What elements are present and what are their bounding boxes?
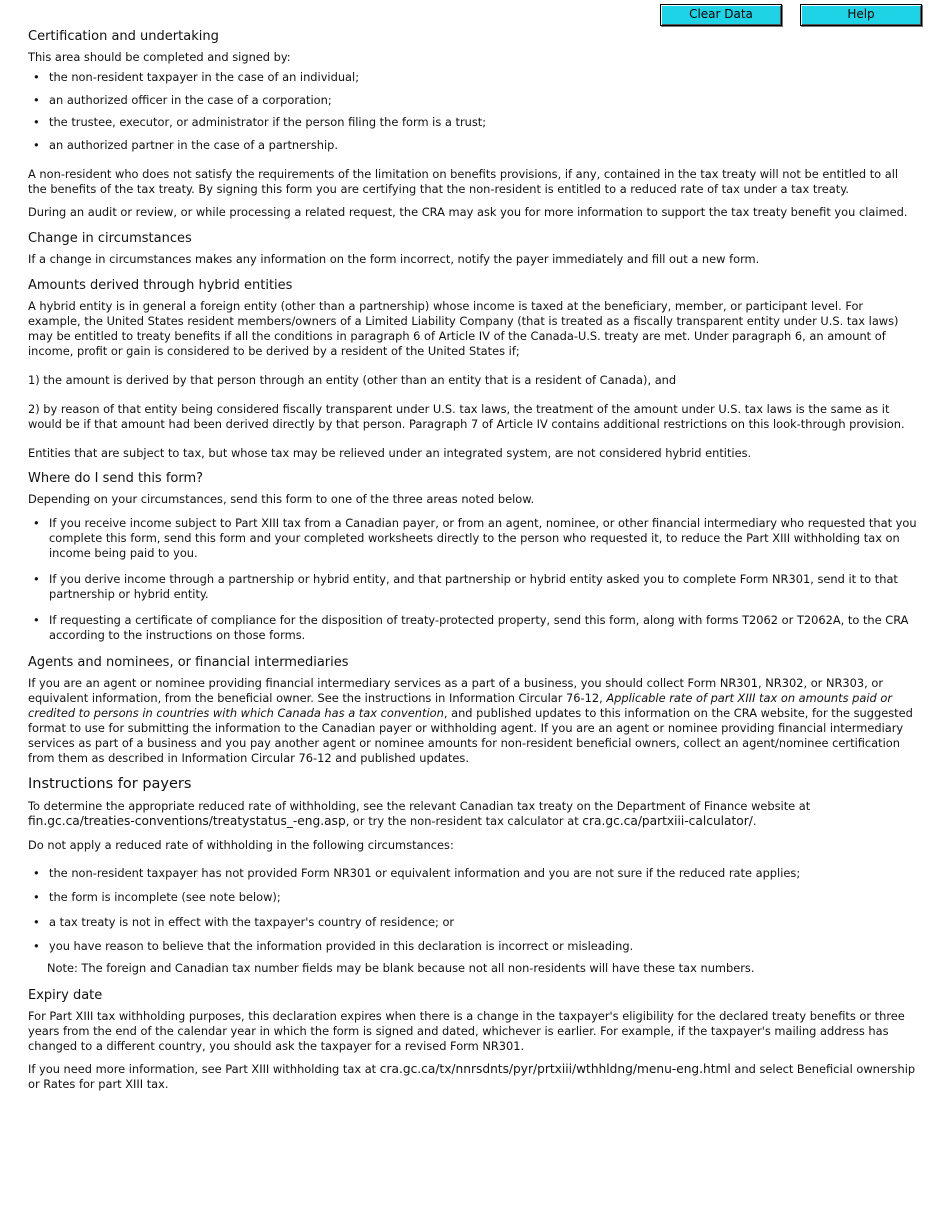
- list-item: • the non-resident taxpayer in the case of an individual;: [28, 70, 919, 85]
- cra-withholding-url-link[interactable]: cra.gc.ca/tx/nnrsdnts/pyr/prtxiii/wthhldng/menu-eng.html: [379, 1062, 731, 1076]
- payers-text-b: , or try the non-resident tax calculator at: [345, 813, 583, 828]
- list-item: • a tax treaty is not in effect with the taxpayer's country of residence; or: [28, 915, 919, 930]
- expiry-heading: Expiry date: [28, 988, 103, 1003]
- hybrid-para-3: 2) by reason of that entity being considered fiscally transparent under U.S. tax laws, the treatment of the amount under U.S. tax laws is the same as it would be if that amount had been derived directly by that person. Paragraph 7 of Article IV contains additional restrictions on this look-through provision.: [28, 401, 905, 431]
- payers-list: [28, 866, 919, 955]
- payers-note: Note: The foreign and Canadian tax number fields may be blank because not all non-residents will have these tax numbers.: [47, 961, 755, 975]
- list-item: • an authorized partner in the case of a partnership.: [28, 138, 919, 153]
- hybrid-para-2: 1) the amount is derived by that person through an entity (other than an entity that is a resident of Canada), and: [28, 372, 677, 387]
- certification-intro: This area should be completed and signed by:: [28, 50, 291, 64]
- send-intro: Depending on your circumstances, send this form to one of the three areas noted below.: [28, 491, 535, 506]
- payers-text-a: To determine the appropriate reduced rate of withholding, see the relevant Canadian tax treaty on the Department of Finance website at: [28, 798, 811, 813]
- calculator-url-link[interactable]: cra.gc.ca/partxiii-calculator/: [582, 813, 753, 828]
- hybrid-para-4: Entities that are subject to tax, but whose tax may be relieved under an integrated system, are not considered hybrid entities.: [28, 445, 752, 460]
- payers-text-c: .: [752, 813, 757, 828]
- hybrid-para-1: A hybrid entity is in general a foreign entity (other than a partnership) whose income is taxed at the beneficiary, member, or participant level. For example, the United States resident members/owners of a Limited Liability Company (that is treated as a fiscally transparent entity under U.S. tax laws) may be entitled to treaty benefits if all the conditions in paragraph 6 of Article IV of the Canada-U.S. treaty are met. Under paragraph 6, an amount of income, profit or gain is considered to be derived by a resident of the United States if;: [28, 298, 899, 358]
- circular-title: Applicable rate of part XIII tax on amounts paid or credited to persons in countries with which Canada has a tax convention: [28, 690, 893, 720]
- certification-para-2: During an audit or review, or while processing a related request, the CRA may ask you for more information to support the tax treaty benefit you claimed.: [28, 204, 908, 219]
- expiry-para-2: [28, 1062, 919, 1092]
- certification-list: [28, 70, 919, 153]
- expiry-text-b: and select Beneficial ownership or Rates for part XIII tax.: [28, 1062, 916, 1091]
- clear-data-button[interactable]: Clear Data: [660, 4, 782, 26]
- list-item: • the form is incomplete (see note below);: [28, 890, 919, 905]
- list-item: • If you derive income through a partnership or hybrid entity, and that partnership or hybrid entity asked you to complete Form NR301, send it to that partnership or hybrid entity.: [28, 572, 919, 602]
- send-heading: Where do I send this form?: [28, 470, 204, 486]
- change-para: If a change in circumstances makes any information on the form incorrect, notify the payer immediately and fill out a new form.: [28, 251, 760, 266]
- certification-para-1: A non-resident who does not satisfy the requirements of the limitation on benefits provisions, if any, contained in the tax treaty will not be entitled to all the benefits of the tax treaty. By signing this form you are certifying that the non-resident is entitled to a reduced rate of tax under a tax treaty.: [28, 166, 899, 196]
- list-item: • If you receive income subject to Part XIII tax from a Canadian payer, or from an agent, nominee, or other financial intermediary who requested that you complete this form, send this form and your completed worksheets directly to the person who requested it, to reduce the Part XIII withholding tax on income being paid to you.: [28, 516, 919, 561]
- instructions-document: [28, 29, 919, 1100]
- change-heading: Change in circumstances: [28, 230, 192, 246]
- list-item: • you have reason to believe that the information provided in this declaration is incorrect or misleading.: [28, 939, 919, 954]
- list-item: • If requesting a certificate of compliance for the disposition of treaty-protected property, send this form, along with forms T2062 or T2062A, to the CRA according to the instructions on those forms.: [28, 613, 919, 643]
- hybrid-heading: Amounts derived through hybrid entities: [28, 277, 293, 293]
- agents-text-b: , and published updates to this information on the CRA website, for the suggested format to use for submitting the information to the Canadian payer or withholding agent. If you are an agent or nominee providing financial intermediary services as part of a business and you pay another agent or nominee amounts for non-resident beneficial owners, collect an agent/nominee certification from them as described in Information Circular 76-12 and published updates.: [28, 705, 913, 765]
- certification-heading: Certification and undertaking: [28, 29, 219, 44]
- finance-url-link[interactable]: fin.gc.ca/treaties-conventions/treatystatus_-eng.asp: [28, 813, 346, 828]
- agents-text-a: If you are an agent or nominee providing financial intermediary services as a part of a business, you should collect Form NR301, NR302, or NR303, or equivalent information, from the beneficial owner. See the instructions in Information Circular 76-12,: [28, 675, 884, 705]
- agents-para: [28, 676, 919, 766]
- agents-heading: Agents and nominees, or financial intermediaries: [28, 654, 349, 670]
- payers-heading: Instructions for payers: [28, 775, 192, 792]
- expiry-text-a: If you need more information, see Part XIII withholding tax at: [28, 1062, 380, 1076]
- list-item: • the non-resident taxpayer has not provided Form NR301 or equivalent information and you are not sure if the reduced rate applies;: [28, 866, 919, 881]
- list-item: • an authorized officer in the case of a corporation;: [28, 93, 919, 108]
- list-item: • the trustee, executor, or administrator if the person filing the form is a trust;: [28, 115, 919, 130]
- expiry-para-1: For Part XIII tax withholding purposes, this declaration expires when there is a change in the taxpayer's eligibility for the declared treaty benefits or three years from the end of the calendar year in which the form is signed and dated, whichever is earlier. For example, if the taxpayer's mailing address has changed to a different country, you should ask the taxpayer for a revised Form NR301.: [28, 1009, 905, 1053]
- help-button[interactable]: Help: [800, 4, 922, 26]
- payers-para-1: [28, 799, 919, 829]
- payers-para-2: Do not apply a reduced rate of withholding in the following circumstances:: [28, 837, 454, 852]
- send-list: [28, 516, 919, 643]
